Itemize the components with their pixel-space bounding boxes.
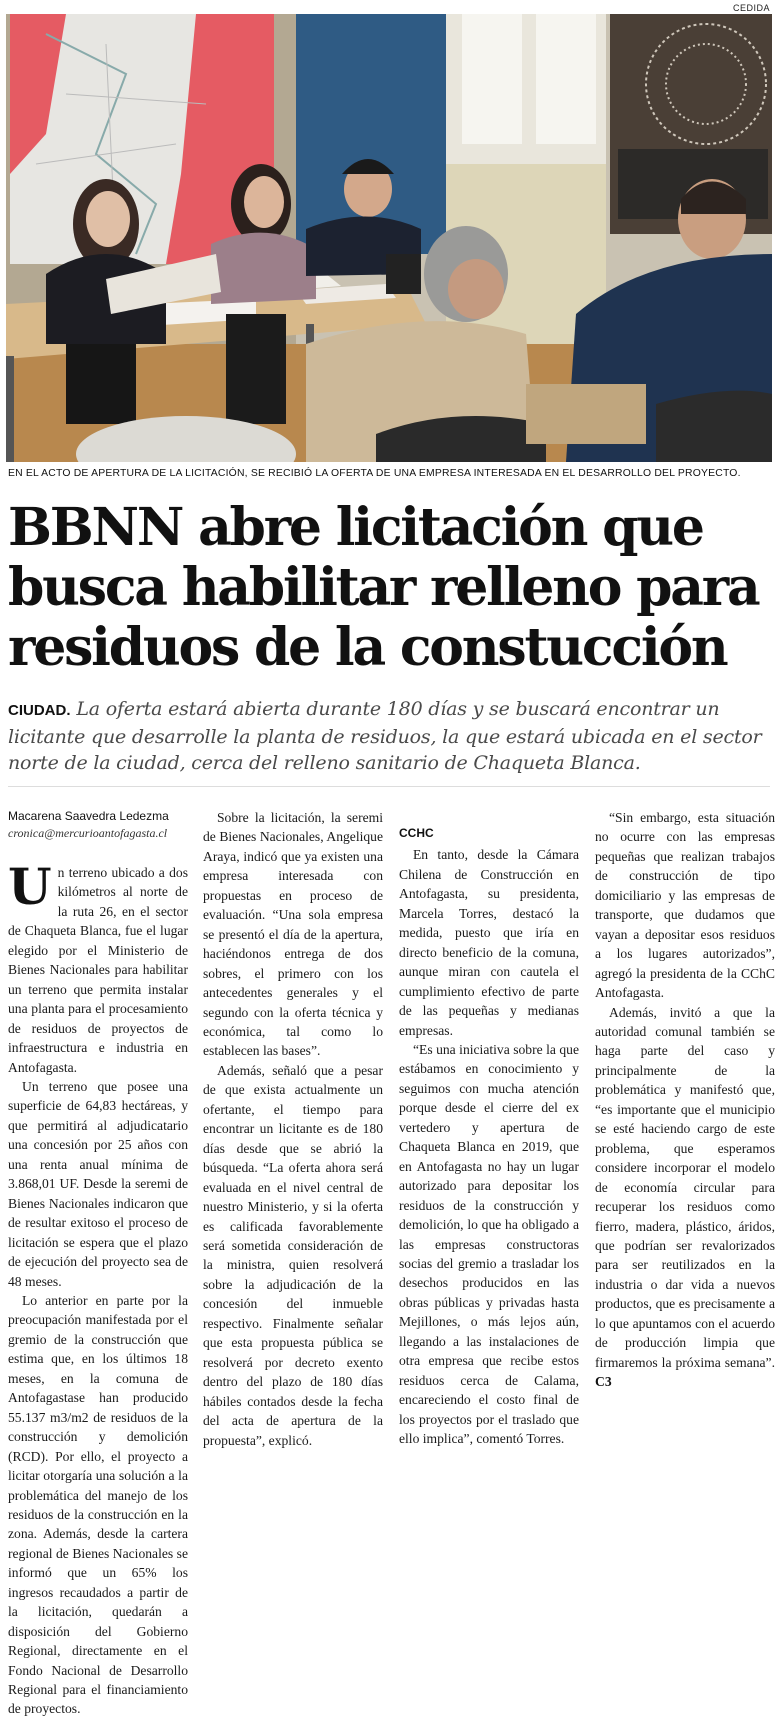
- byline-author: Macarena Saavedra Ledezma: [8, 809, 169, 823]
- byline-email: cronica@mercurioantofagasta.cl: [8, 826, 168, 840]
- body-paragraph: “Es una iniciativa sobre la que estábamos en conocimiento y seguimos con mucha atención porque desde el cierre del ex vertedero y apertura de Chaqueta Blanca en 2019, que en Antofagasta no hay un lugar autorizado para depositar los residuos de la construcción y demolición, lo que ha obligado a las empresas constructoras socias del gremio a trasladar los desechos producidos en las obras públicas y privadas hasta Mejillones, o más lejos aún, llegando a las instalaciones de otra empresa que recibe estos residuos cerca de Calama, encareciendo el costo final de los proyectos por el traslado que ello implica”, comentó Torres.: [399, 1041, 579, 1447]
- lead-text: La oferta estará abierta durante 180 días y se buscará encontrar un licitante que desarrolle la planta de residuos, la que estará ubicada en el sector norte de la ciudad, cerca del relleno sanitario de Chaqueta Blanca.: [8, 698, 762, 774]
- section-label: CIUDAD.: [8, 702, 71, 719]
- body-paragraph: Un terreno que posee una superficie de 64,83 hectáreas, y que permitirá al adjudicatario una concesión por 25 años con una renta anual mínima de 3.868,01 UF. Desde la seremi de Bienes Nacionales indicaron que de resultar exitoso el proceso de licitación se espera que el plazo de ejecución del proyecto sea de 48 meses.: [8, 1078, 188, 1289]
- drop-cap: U: [8, 857, 52, 916]
- divider: [8, 786, 770, 787]
- subheading: CCHC: [399, 826, 434, 840]
- body-paragraph: Un terreno ubicado a dos kilómetros al norte de la ruta 26, en el sector de Chaqueta Blanca, fue el lugar elegido por el Ministerio de Bienes Nacionales para habilitar un terreno que permita instalar una planta para el procesamiento de residuos de proyectos de infraestructura e industria en Antofagasta.: [8, 857, 188, 1075]
- article-column-1: [8, 808, 188, 1719]
- body-paragraph: “Sin embargo, esta situación no ocurre con las empresas pequeñas que realizan trabajos de construcción de tipo domiciliario y las empresas de transporte, que dudamos que vayan a depositar esos residuos a los lugares autorizados”, agregó la presidenta de la CChC Antofagasta.: [595, 810, 775, 1001]
- article-column-4: [595, 808, 775, 1392]
- article-column-3: [399, 808, 579, 1449]
- photo-caption: EN EL ACTO DE APERTURA DE LA LICITACIÓN, SE RECIBIÓ LA OFERTA DE UNA EMPRESA INTERESADA EN EL DESARROLLO DEL PROYECTO.: [8, 468, 741, 479]
- body-paragraph: Además, señaló que a pesar de que exista actualmente un ofertante, el tiempo para encontrar un licitante es de 180 días desde que se abrió la búsqueda. “La oferta ahora será evaluada en el nivel central de nuestro Ministerio, y si la oferta es calificada favorablemente será sometida consideración de la ministra, quien resolverá sobre la adjudicación de la concesión del inmueble respectivo. Finalmente señalar que esta propuesta pública se resolverá por decreto exento dentro del plazo de 180 días hábiles contados desde la fecha del acta de apertura de la propuesta”, explicó.: [203, 1062, 383, 1448]
- body-paragraph: En tanto, desde la Cámara Chilena de Construcción en Antofagasta, su presidenta, Marcela Torres, destacó la medida, puesto que iría en directo beneficio de la comuna, aunque miran con cautela el cumplimiento efectivo de parte de las pequeñas y medianas empresas.: [399, 847, 579, 1038]
- end-mark: C3: [595, 1374, 612, 1390]
- photo-credit: CEDIDA: [732, 3, 770, 13]
- article-column-2: [203, 808, 383, 1450]
- lead-paragraph: [8, 696, 768, 776]
- article-photo: [6, 14, 772, 462]
- body-paragraph: Lo anterior en parte por la preocupación manifestada por el gremio de la construcción que estima que, en los últimos 18 meses, en la comuna de Antofagastase han producido 55.137 m3/m2 de residuos de la construcción y demolición (RCD). Por ello, el proyecto a licitar otorgaría una solución a la problemática del manejo de los residuos de la construcción en la zona. Además, desde la cartera regional de Bienes Nacionales se informó que un 65% los ingresos recaudados a partir de la licitación, quedarán a disposición del Gobierno Regional, directamente en el Fondo Nacional de Desarrollo Regional para el financiamiento de proyectos.: [8, 1292, 188, 1717]
- headline: BBNN abre licitación que busca habilitar relleno para residuos de la constucción: [8, 497, 759, 678]
- body-paragraph: Además, invitó a que la autoridad comunal también se haga parte del caso y principalmente de la problemática y manifestó que, “es importante que el municipio se esté haciendo cargo de este problema, que esperamos considere incorporar el modelo de economía circular para recuperar los residuos como fierro, madera, plástico, áridos, que podrían ser revalorizados para ser reutilizados en la industria o dar vida a nuevos productos, que es precisamente a lo que apuntamos con el acuerdo de producción limpia que firmaremos la próxima semana”. C3: [595, 1004, 775, 1390]
- body-paragraph: Sobre la licitación, la seremi de Bienes Nacionales, Angelique Araya, indicó que ya existen una empresa interesada con propuestas en proceso de evaluación. “Una sola empresa se presentó el día de la apertura, haciéndonos entrega de dos sobres, el primero con los antecedentes generales y el segundo con la oferta técnica y económica, tal como lo establecen las bases”.: [203, 810, 383, 1059]
